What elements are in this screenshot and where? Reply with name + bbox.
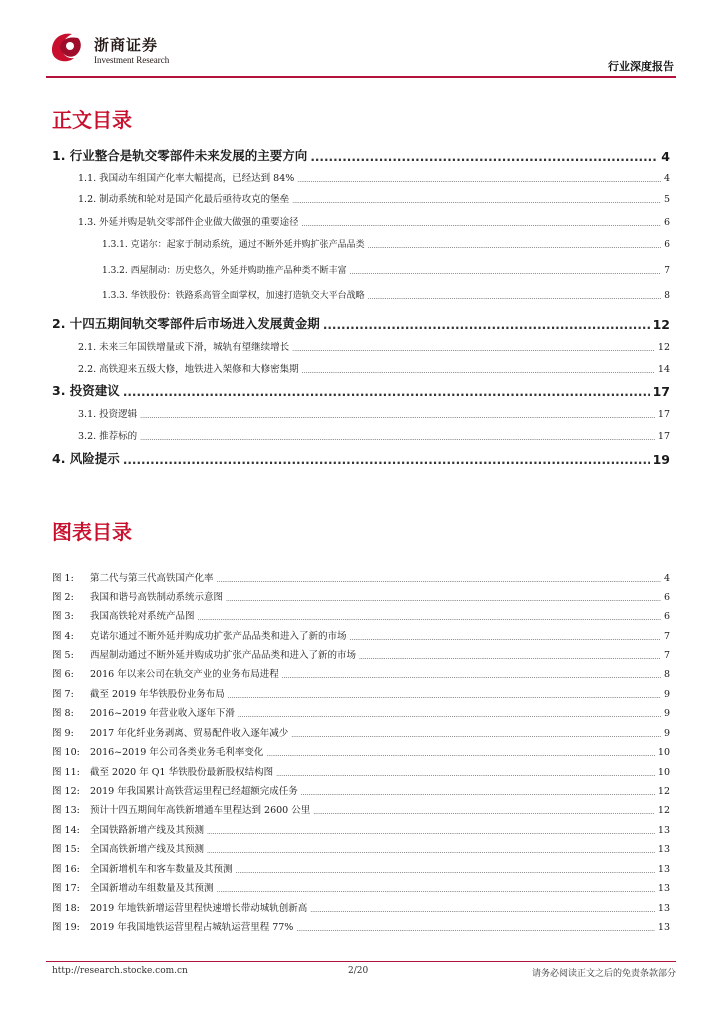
toc-entry[interactable] xyxy=(52,146,670,164)
footer-divider xyxy=(46,961,676,962)
figure-page-number: 9 xyxy=(663,689,670,700)
figure-entry[interactable] xyxy=(52,725,670,739)
figure-text: 预计十四五期间年高铁新增通车里程达到 2600 公里 xyxy=(90,805,311,816)
figure-page-number: 13 xyxy=(657,825,670,836)
figure-label: 图 16: xyxy=(52,864,80,875)
report-type: 行业深度报告 xyxy=(608,60,674,73)
figure-page-number: 7 xyxy=(663,650,670,661)
figure-page-number: 13 xyxy=(657,922,670,933)
figure-entry[interactable] xyxy=(52,764,670,778)
figure-text: 第二代与第三代高铁国产化率 xyxy=(90,573,214,584)
figure-text: 全国新增动车组数量及其预测 xyxy=(90,883,214,894)
figure-label: 图 6: xyxy=(52,669,74,680)
figure-page-number: 10 xyxy=(657,747,670,758)
figure-text: 2016~2019 年营业收入逐年下滑 xyxy=(90,708,235,719)
figure-label: 图 8: xyxy=(52,708,74,719)
figure-entry[interactable] xyxy=(52,647,670,661)
toc-entry-text: 4. 风险提示 xyxy=(52,451,120,466)
figures-title: 图表目录 xyxy=(52,520,132,544)
figure-text: 我国高铁轮对系统产品图 xyxy=(90,611,195,622)
figure-text: 截至 2020 年 Q1 华铁股份最新股权结构图 xyxy=(90,767,274,778)
toc-entry[interactable] xyxy=(52,237,670,250)
figure-text: 2019 年地铁新增运营里程快速增长带动城轨创新高 xyxy=(90,903,308,914)
figure-page-number: 9 xyxy=(663,728,670,739)
figure-text: 2019 年我国累计高铁营运里程已经超额完成任务 xyxy=(90,786,298,797)
figure-entry[interactable] xyxy=(52,628,670,642)
figure-page-number: 13 xyxy=(657,864,670,875)
toc-entry[interactable] xyxy=(52,406,670,420)
toc-entry[interactable] xyxy=(52,361,670,375)
figure-label: 图 1: xyxy=(52,573,74,584)
figure-text: 2016~2019 年公司各类业务毛利率变化 xyxy=(90,747,264,758)
figure-entry[interactable] xyxy=(52,589,670,603)
toc-page-number: 5 xyxy=(663,194,670,205)
toc-page-number: 4 xyxy=(663,173,670,184)
figure-page-number: 6 xyxy=(663,592,670,603)
page-header xyxy=(46,28,676,76)
logo-icon xyxy=(46,28,86,68)
figure-text: 全国铁路新增产线及其预测 xyxy=(90,825,205,836)
figure-label: 图 10: xyxy=(52,747,80,758)
brand-subtitle: Investment Research xyxy=(94,55,170,65)
toc-entry[interactable] xyxy=(52,263,670,276)
toc-entry-text: 3.1. 投资逻辑 xyxy=(78,409,138,420)
toc-entry-text: 2.2. 高铁迎来五级大修，地铁进入架修和大修密集期 xyxy=(78,364,299,375)
toc-page-number: 8 xyxy=(664,291,670,301)
toc-entry[interactable] xyxy=(52,288,670,301)
figure-entry[interactable] xyxy=(52,841,670,855)
toc-entry-text: 3. 投资建议 xyxy=(52,383,120,398)
toc-page-number: 17 xyxy=(652,384,670,399)
toc-page-number: 17 xyxy=(657,431,670,442)
figure-entry[interactable] xyxy=(52,802,670,816)
toc-entry-text: 1.3.3. 华铁股份：铁路系高管全面掌权，加速打造轨交大平台战略 xyxy=(102,291,365,301)
figure-page-number: 13 xyxy=(657,903,670,914)
toc-page-number: 12 xyxy=(652,317,670,332)
toc-entry[interactable] xyxy=(52,170,670,184)
toc-entry[interactable] xyxy=(52,339,670,353)
toc-entry-text: 2. 十四五期间轨交零部件后市场进入发展黄金期 xyxy=(52,316,320,331)
figure-label: 图 4: xyxy=(52,631,74,642)
brand-name: 浙商证券 xyxy=(94,36,159,54)
figure-page-number: 12 xyxy=(657,805,670,816)
figure-text: 2019 年我国地铁运营里程占城轨运营里程 77% xyxy=(90,922,294,933)
toc-entry[interactable] xyxy=(52,449,670,467)
toc-entry[interactable] xyxy=(52,314,670,332)
figure-entry[interactable] xyxy=(52,570,670,584)
toc-entry[interactable] xyxy=(52,381,670,399)
figure-text: 截至 2019 年华铁股份业务布局 xyxy=(90,689,225,700)
figure-entry[interactable] xyxy=(52,783,670,797)
figure-entry[interactable] xyxy=(52,861,670,875)
figure-entry[interactable] xyxy=(52,744,670,758)
figure-entry[interactable] xyxy=(52,822,670,836)
footer-page-number: 2/20 xyxy=(348,966,369,976)
figure-entry[interactable] xyxy=(52,880,670,894)
figure-page-number: 7 xyxy=(663,631,670,642)
toc-entry-text: 1.3.1. 克诺尔：起家于制动系统，通过不断外延并购扩张产品品类 xyxy=(102,240,365,250)
figure-label: 图 2: xyxy=(52,592,74,603)
figure-page-number: 8 xyxy=(663,669,670,680)
figure-text: 全国高铁新增产线及其预测 xyxy=(90,844,205,855)
toc-entry-text: 1.3.2. 西屋制动：历史悠久，外延并购助推产品种类不断丰富 xyxy=(102,266,347,276)
figure-entry[interactable] xyxy=(52,666,670,680)
figure-label: 图 15: xyxy=(52,844,80,855)
figure-text: 2017 年化纤业务剥离、贸易配件收入逐年减少 xyxy=(90,728,289,739)
figure-label: 图 13: xyxy=(52,805,80,816)
toc-entry[interactable] xyxy=(52,428,670,442)
figure-text: 我国和谐号高铁制动系统示意图 xyxy=(90,592,224,603)
figure-label: 图 14: xyxy=(52,825,80,836)
figure-label: 图 3: xyxy=(52,611,74,622)
figure-page-number: 4 xyxy=(663,573,670,584)
figure-entry[interactable] xyxy=(52,900,670,914)
figure-label: 图 9: xyxy=(52,728,74,739)
figure-label: 图 18: xyxy=(52,903,80,914)
figure-entry[interactable] xyxy=(52,686,670,700)
header-divider xyxy=(46,76,676,78)
toc-page-number: 6 xyxy=(663,217,670,228)
figure-entry[interactable] xyxy=(52,919,670,933)
toc-entry[interactable] xyxy=(52,214,670,228)
toc-entry-text: 1. 行业整合是轨交零部件未来发展的主要方向 xyxy=(52,148,308,163)
toc-title: 正文目录 xyxy=(52,108,132,132)
toc-page-number: 19 xyxy=(652,452,670,467)
figure-text: 全国新增机车和客车数量及其预测 xyxy=(90,864,233,875)
toc-page-number: 12 xyxy=(657,342,670,353)
figure-label: 图 17: xyxy=(52,883,80,894)
toc-page-number: 7 xyxy=(664,266,670,276)
footer-url[interactable]: http://research.stocke.com.cn xyxy=(52,966,188,976)
figure-text: 2016 年以来公司在轨交产业的业务布局进程 xyxy=(90,669,279,680)
figure-label: 图 11: xyxy=(52,767,80,778)
figure-label: 图 12: xyxy=(52,786,80,797)
toc-entry-text: 1.3. 外延并购是轨交零部件企业做大做强的重要途径 xyxy=(78,217,299,228)
figure-page-number: 13 xyxy=(657,844,670,855)
figure-entry[interactable] xyxy=(52,705,670,719)
figure-text: 西屋制动通过不断外延并购成功扩张产品品类和进入了新的市场 xyxy=(90,650,357,661)
figure-page-number: 12 xyxy=(657,786,670,797)
toc-page-number: 4 xyxy=(661,149,670,164)
figure-page-number: 13 xyxy=(657,883,670,894)
figure-label: 图 7: xyxy=(52,689,74,700)
figure-page-number: 10 xyxy=(657,767,670,778)
toc-entry-text: 2.1. 未来三年国铁增量或下滑，城轨有望继续增长 xyxy=(78,342,290,353)
footer-disclaimer: 请务必阅读正文之后的免责条款部分 xyxy=(531,969,676,979)
figure-entry[interactable] xyxy=(52,608,670,622)
figure-page-number: 6 xyxy=(663,611,670,622)
toc-page-number: 14 xyxy=(657,364,670,375)
figure-label: 图 5: xyxy=(52,650,74,661)
figure-page-number: 9 xyxy=(663,708,670,719)
figure-text: 克诺尔通过不断外延并购成功扩张产品品类和进入了新的市场 xyxy=(90,631,347,642)
toc-entry-text: 1.2. 制动系统和轮对是国产化最后亟待攻克的堡垒 xyxy=(78,194,290,205)
toc-entry[interactable] xyxy=(52,191,670,205)
toc-page-number: 6 xyxy=(664,240,670,250)
toc-page-number: 17 xyxy=(657,409,670,420)
figure-label: 图 19: xyxy=(52,922,80,933)
toc-entry-text: 1.1. 我国动车组国产化率大幅提高，已经达到 84% xyxy=(78,173,295,184)
toc-entry-text: 3.2. 推荐标的 xyxy=(78,431,138,442)
